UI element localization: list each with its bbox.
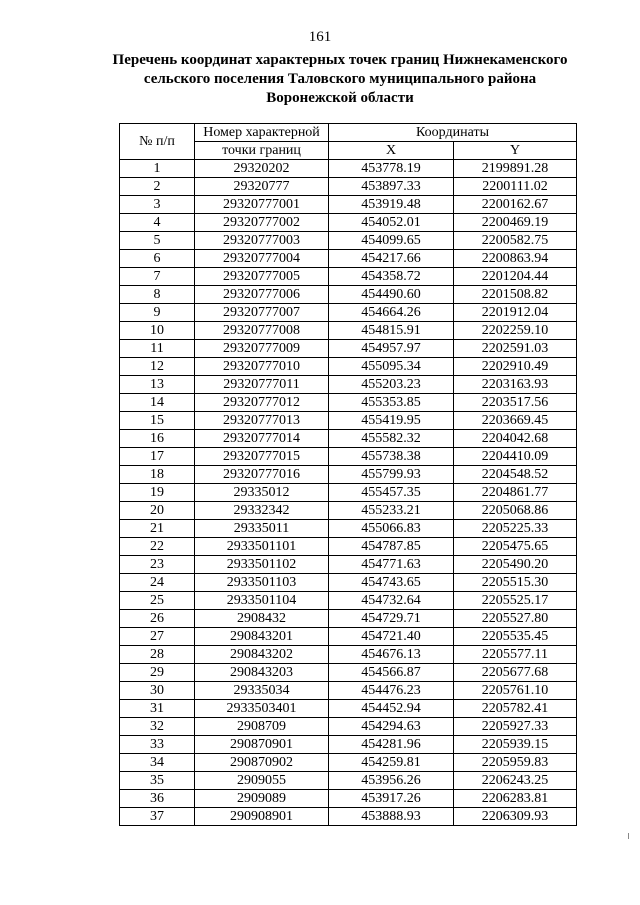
table-row — [120, 682, 577, 700]
cell-row-number: 35 — [120, 772, 195, 790]
cell-y: 2201204.44 — [454, 268, 577, 286]
cell-row-number: 33 — [120, 736, 195, 754]
cell-point-number: 2933501102 — [195, 556, 329, 574]
table-row — [120, 412, 577, 430]
table-row — [120, 628, 577, 646]
cell-x: 454358.72 — [329, 268, 454, 286]
cell-x: 455353.85 — [329, 394, 454, 412]
table-row — [120, 160, 577, 178]
cell-x: 454052.01 — [329, 214, 454, 232]
cell-x: 454676.13 — [329, 646, 454, 664]
cell-point-number: 2933501101 — [195, 538, 329, 556]
table-row — [120, 304, 577, 322]
cell-x: 455799.93 — [329, 466, 454, 484]
cell-x: 453917.26 — [329, 790, 454, 808]
cell-point-number: 29320777001 — [195, 196, 329, 214]
cell-x: 454294.63 — [329, 718, 454, 736]
cell-y: 2200111.02 — [454, 178, 577, 196]
table-header — [120, 124, 577, 160]
cell-y: 2203669.45 — [454, 412, 577, 430]
cell-point-number: 29320777012 — [195, 394, 329, 412]
table-row — [120, 790, 577, 808]
cell-row-number: 24 — [120, 574, 195, 592]
cell-y: 2206309.93 — [454, 808, 577, 826]
cell-point-number: 29320777004 — [195, 250, 329, 268]
cell-y: 2205515.30 — [454, 574, 577, 592]
cell-point-number: 290870901 — [195, 736, 329, 754]
table-row — [120, 340, 577, 358]
cell-x: 453897.33 — [329, 178, 454, 196]
table-row — [120, 430, 577, 448]
table-row — [120, 250, 577, 268]
cell-row-number: 20 — [120, 502, 195, 520]
cell-x: 455582.32 — [329, 430, 454, 448]
cell-point-number: 2933501103 — [195, 574, 329, 592]
table-row — [120, 196, 577, 214]
cell-point-number: 29320777016 — [195, 466, 329, 484]
cell-y: 2205761.10 — [454, 682, 577, 700]
cell-row-number: 25 — [120, 592, 195, 610]
page-number: 161 — [308, 29, 332, 45]
cell-x: 454664.26 — [329, 304, 454, 322]
cell-row-number: 3 — [120, 196, 195, 214]
cell-x: 454771.63 — [329, 556, 454, 574]
table-row — [120, 592, 577, 610]
table-row — [120, 268, 577, 286]
cell-y: 2205782.41 — [454, 700, 577, 718]
cell-row-number: 22 — [120, 538, 195, 556]
cell-point-number: 2908709 — [195, 718, 329, 736]
cell-row-number: 10 — [120, 322, 195, 340]
cell-point-number: 290908901 — [195, 808, 329, 826]
header-coordinates: Координаты — [329, 124, 577, 142]
cell-y: 2205535.45 — [454, 628, 577, 646]
cell-y: 2201508.82 — [454, 286, 577, 304]
cell-x: 453778.19 — [329, 160, 454, 178]
cell-y: 2203517.56 — [454, 394, 577, 412]
cell-point-number: 29320777014 — [195, 430, 329, 448]
cell-row-number: 8 — [120, 286, 195, 304]
table-row — [120, 646, 577, 664]
cell-point-number: 290843203 — [195, 664, 329, 682]
table-row — [120, 700, 577, 718]
cell-y: 2206283.81 — [454, 790, 577, 808]
cell-y: 2205068.86 — [454, 502, 577, 520]
cell-point-number: 290843202 — [195, 646, 329, 664]
cell-x: 455233.21 — [329, 502, 454, 520]
cell-x: 455419.95 — [329, 412, 454, 430]
cell-row-number: 29 — [120, 664, 195, 682]
cell-x: 453956.26 — [329, 772, 454, 790]
cell-y: 2205525.17 — [454, 592, 577, 610]
table-row — [120, 664, 577, 682]
table-row — [120, 286, 577, 304]
cell-row-number: 9 — [120, 304, 195, 322]
table-row — [120, 214, 577, 232]
cell-y: 2204042.68 — [454, 430, 577, 448]
cell-y: 2202910.49 — [454, 358, 577, 376]
cell-y: 2205577.11 — [454, 646, 577, 664]
cell-row-number: 21 — [120, 520, 195, 538]
cell-row-number: 18 — [120, 466, 195, 484]
table-row — [120, 466, 577, 484]
cell-x: 454721.40 — [329, 628, 454, 646]
cell-point-number: 2909055 — [195, 772, 329, 790]
cell-row-number: 12 — [120, 358, 195, 376]
table-row — [120, 502, 577, 520]
cell-x: 454732.64 — [329, 592, 454, 610]
cell-row-number: 27 — [120, 628, 195, 646]
cell-x: 454281.96 — [329, 736, 454, 754]
cell-y: 2206243.25 — [454, 772, 577, 790]
cell-y: 2202259.10 — [454, 322, 577, 340]
table-row — [120, 322, 577, 340]
cell-point-number: 29320777008 — [195, 322, 329, 340]
cell-row-number: 11 — [120, 340, 195, 358]
cell-point-number: 290843201 — [195, 628, 329, 646]
cell-y: 2205527.80 — [454, 610, 577, 628]
cell-row-number: 28 — [120, 646, 195, 664]
cell-y: 2201912.04 — [454, 304, 577, 322]
table-row — [120, 556, 577, 574]
cell-x: 455203.23 — [329, 376, 454, 394]
cell-x: 454259.81 — [329, 754, 454, 772]
cell-x: 454452.94 — [329, 700, 454, 718]
cell-row-number: 32 — [120, 718, 195, 736]
cell-x: 455457.35 — [329, 484, 454, 502]
table-row — [120, 376, 577, 394]
cell-row-number: 6 — [120, 250, 195, 268]
cell-row-number: 30 — [120, 682, 195, 700]
cell-x: 455066.83 — [329, 520, 454, 538]
cell-row-number: 36 — [120, 790, 195, 808]
table-row — [120, 574, 577, 592]
cell-x: 453919.48 — [329, 196, 454, 214]
cell-y: 2204548.52 — [454, 466, 577, 484]
cell-y: 2203163.93 — [454, 376, 577, 394]
cell-point-number: 29320777009 — [195, 340, 329, 358]
cell-y: 2205927.33 — [454, 718, 577, 736]
cell-y: 2205475.65 — [454, 538, 577, 556]
cell-row-number: 5 — [120, 232, 195, 250]
cell-x: 454566.87 — [329, 664, 454, 682]
cell-y: 2204410.09 — [454, 448, 577, 466]
table-row — [120, 754, 577, 772]
cell-y: 2200162.67 — [454, 196, 577, 214]
cell-y: 2205959.83 — [454, 754, 577, 772]
cell-x: 454787.85 — [329, 538, 454, 556]
cell-row-number: 19 — [120, 484, 195, 502]
cell-row-number: 26 — [120, 610, 195, 628]
margin-mark — [628, 833, 629, 839]
table-row — [120, 772, 577, 790]
cell-point-number: 29320777015 — [195, 448, 329, 466]
header-row-number: № п/п — [120, 124, 195, 160]
cell-point-number: 29320777 — [195, 178, 329, 196]
cell-y: 2200469.19 — [454, 214, 577, 232]
cell-y: 2205939.15 — [454, 736, 577, 754]
cell-x: 454815.91 — [329, 322, 454, 340]
table-row — [120, 736, 577, 754]
cell-point-number: 29335034 — [195, 682, 329, 700]
cell-y: 2202591.03 — [454, 340, 577, 358]
cell-point-number: 29320777010 — [195, 358, 329, 376]
cell-point-number: 29320777011 — [195, 376, 329, 394]
cell-x: 455095.34 — [329, 358, 454, 376]
cell-point-number: 29335012 — [195, 484, 329, 502]
cell-point-number: 2908432 — [195, 610, 329, 628]
cell-row-number: 7 — [120, 268, 195, 286]
header-y: Y — [454, 142, 577, 160]
cell-x: 455738.38 — [329, 448, 454, 466]
cell-x: 454217.66 — [329, 250, 454, 268]
cell-point-number: 29320777005 — [195, 268, 329, 286]
cell-point-number: 29332342 — [195, 502, 329, 520]
cell-row-number: 1 — [120, 160, 195, 178]
header-x: X — [329, 142, 454, 160]
coordinates-table — [119, 123, 577, 826]
cell-x: 454490.60 — [329, 286, 454, 304]
table-row — [120, 358, 577, 376]
table-row — [120, 178, 577, 196]
header-point-number-line1: Номер характерной — [195, 124, 329, 142]
title-line-1: Перечень координат характерных точек границ Нижнекаменского — [112, 52, 568, 68]
table-row — [120, 232, 577, 250]
cell-point-number: 2933501104 — [195, 592, 329, 610]
cell-row-number: 37 — [120, 808, 195, 826]
cell-x: 454099.65 — [329, 232, 454, 250]
header-point-number-line2: точки границ — [195, 142, 329, 160]
cell-point-number: 2933503401 — [195, 700, 329, 718]
table-row — [120, 484, 577, 502]
table-body — [120, 160, 577, 826]
table-row — [120, 610, 577, 628]
table-row — [120, 538, 577, 556]
cell-point-number: 29320777003 — [195, 232, 329, 250]
table-row — [120, 448, 577, 466]
title-line-2: сельского поселения Таловского муниципального района — [143, 71, 537, 87]
cell-x: 453888.93 — [329, 808, 454, 826]
cell-y: 2205225.33 — [454, 520, 577, 538]
table-row — [120, 808, 577, 826]
cell-row-number: 2 — [120, 178, 195, 196]
cell-x: 454957.97 — [329, 340, 454, 358]
cell-x: 454729.71 — [329, 610, 454, 628]
cell-row-number: 16 — [120, 430, 195, 448]
cell-row-number: 4 — [120, 214, 195, 232]
cell-row-number: 23 — [120, 556, 195, 574]
cell-y: 2200582.75 — [454, 232, 577, 250]
cell-row-number: 31 — [120, 700, 195, 718]
cell-point-number: 29320777007 — [195, 304, 329, 322]
table-row — [120, 394, 577, 412]
cell-point-number: 29335011 — [195, 520, 329, 538]
cell-row-number: 14 — [120, 394, 195, 412]
title-line-3: Воронежской области — [266, 90, 414, 106]
cell-row-number: 17 — [120, 448, 195, 466]
table-row — [120, 718, 577, 736]
cell-point-number: 29320202 — [195, 160, 329, 178]
cell-row-number: 34 — [120, 754, 195, 772]
table-row — [120, 520, 577, 538]
cell-y: 2199891.28 — [454, 160, 577, 178]
cell-x: 454476.23 — [329, 682, 454, 700]
cell-y: 2200863.94 — [454, 250, 577, 268]
cell-point-number: 2909089 — [195, 790, 329, 808]
cell-row-number: 13 — [120, 376, 195, 394]
cell-y: 2205490.20 — [454, 556, 577, 574]
cell-y: 2204861.77 — [454, 484, 577, 502]
cell-x: 454743.65 — [329, 574, 454, 592]
cell-y: 2205677.68 — [454, 664, 577, 682]
cell-point-number: 29320777006 — [195, 286, 329, 304]
cell-row-number: 15 — [120, 412, 195, 430]
cell-point-number: 29320777013 — [195, 412, 329, 430]
document-title — [100, 51, 580, 108]
cell-point-number: 290870902 — [195, 754, 329, 772]
cell-point-number: 29320777002 — [195, 214, 329, 232]
